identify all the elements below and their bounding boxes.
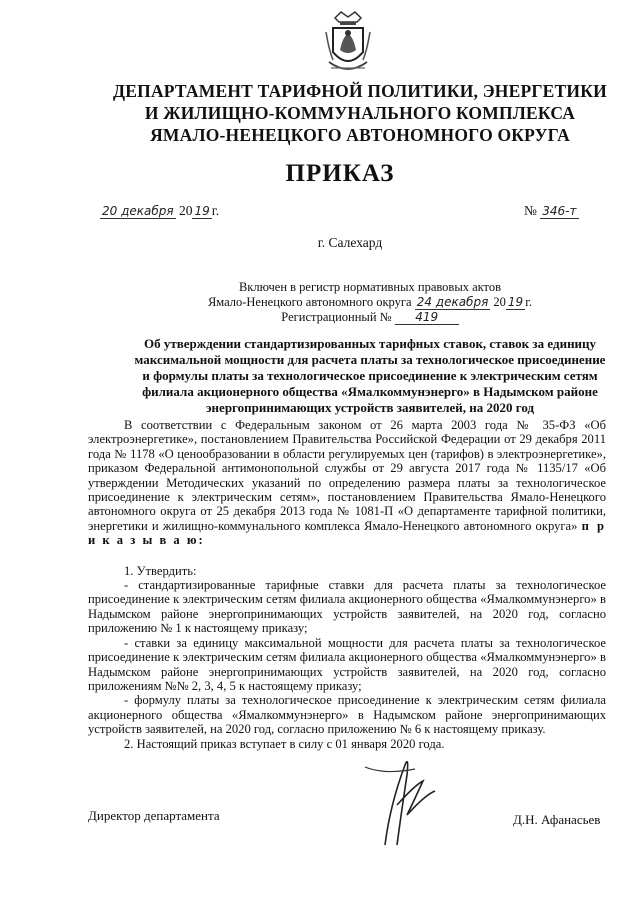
subject-line-3: и формулы платы за технологическое присоединение к электрическим сетям [142, 368, 598, 383]
org-line-1: ДЕПАРТАМЕНТ ТАРИФНОЙ ПОЛИТИКИ, ЭНЕРГЕТИКИ [113, 81, 607, 101]
item-1b: - ставки за единицу максимальной мощности для расчета платы за технологическое присоединение к электрическим сетям филиала акционерного общества «Ямалкоммунэнерго» в Надымском районе энергопринимающих устройств заявителей, на 2020 год, согласно приложениям №№ 2, 3, 4, 5 к настоящему приказу; [88, 635, 606, 693]
registry-date-handwritten: 24 декабря [416, 295, 489, 309]
signer-position: Директор департамента [88, 808, 220, 823]
number-handwritten: 346-т [542, 204, 577, 218]
date-suffix: г. [211, 203, 220, 218]
subject-line-4: филиала акционерного общества «Ямалкоммунэнерго» в Надымском районе [142, 384, 598, 399]
subject-line-2: максимальной мощности для расчета платы за технологическое присоединение [134, 352, 606, 367]
document-type: ПРИКАЗ [285, 160, 395, 187]
directive-word: п р и к а з ы в а ю: [88, 518, 606, 548]
date-year-prefix: 20 [178, 203, 193, 218]
subject-line-1: Об утверждении стандартизированных тарифных ставок, ставок за единицу [143, 336, 597, 351]
document-subject [100, 336, 640, 416]
handwritten-signature-icon [345, 745, 455, 855]
org-line-2: И ЖИЛИЩНО-КОММУНАЛЬНОГО КОМПЛЕКСА [144, 103, 576, 123]
date-year-handwritten: 19 [194, 204, 210, 218]
coat-of-arms-icon [323, 10, 373, 78]
registry-year-handwritten: 19 [507, 295, 524, 309]
city: г. Салехард [317, 235, 383, 250]
signer-name: Д.Н. Афанасьев [513, 812, 601, 827]
registry-line-2: Ямало-Ненецкого автономного округа 24 декабря 20 19 г. [207, 295, 533, 309]
preamble: В соответствии с Федеральным законом от 26 марта 2003 года № 35-ФЗ «Об электроэнергетике», постановлением Правительства Российской Федерации от 29 декабря 2011 года № 1178 «О ценообразовании в области регулируемых цен (тарифов) в электроэнергетике», приказом Федеральной антимонопольной службы от 29 августа 2017 года № 1135/17 «Об утверждении Методических указаний по определению размера платы за технологическое присоединение к электрическим сетям», постановлением Правительства Ямало-Ненецкого автономного округа от 25 декабря 2013 года № 1081-П «О департаменте тарифной политики, энергетики и жилищно-коммунального комплекса Ямало-Ненецкого автономного округа» п р и к а з ы в а ю: [88, 418, 606, 548]
document-body [88, 418, 606, 751]
org-line-3: ЯМАЛО-НЕНЕЦКОГО АВТОНОМНОГО ОКРУГА [150, 125, 570, 145]
order-number [524, 203, 579, 219]
date-handwritten: 20 декабря [102, 204, 174, 218]
item-2: 2. Настоящий приказ вступает в силу с 01 января 2020 года. [124, 736, 445, 751]
registry-stamp [190, 280, 550, 325]
registry-line-3: Регистрационный № 419 [190, 310, 550, 325]
subject-line-5: энергопринимающих устройств заявителей, на 2020 год [205, 400, 535, 415]
order-date [100, 203, 219, 219]
item-1c: - формулу платы за технологическое присоединение к электрическим сетям филиала акционерного общества «Ямалкоммунэнерго» в Надымском районе энергопринимающих устройств заявителей, на 2020 год, согласно приложению № 6 к настоящему приказу. [88, 693, 606, 737]
item-1: 1. Утвердить: [124, 563, 197, 578]
item-1a: - стандартизированные тарифные ставки для расчета платы за технологическое присоединение к электрическим сетям филиала акционерного общества «Ямалкоммунэнерго» в Надымском районе энергопринимающих устройств заявителей, на 2020 год, согласно приложению № 1 к настоящему приказу; [88, 578, 606, 636]
organization-title [80, 80, 640, 146]
number-prefix: № [524, 203, 537, 218]
registry-line-1: Включен в регистр нормативных правовых актов [238, 280, 502, 294]
registry-number-handwritten: 419 [395, 310, 459, 325]
